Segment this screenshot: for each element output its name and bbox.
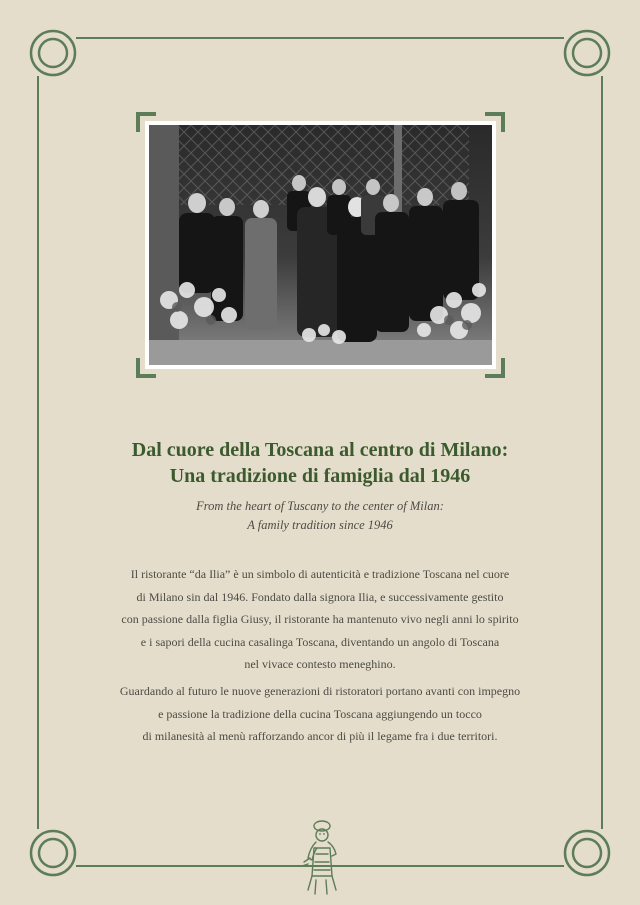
family-photo-icon [149, 125, 492, 365]
paragraph-line: di milanesità al menù rafforzando ancor di più il legame fra i due territori. [142, 729, 498, 743]
future-paragraph [80, 680, 560, 748]
english-subtitle [0, 497, 640, 535]
corner-ornament-icon [562, 28, 612, 78]
paragraph-line: Il ristorante “da Ilia” è un simbolo di autenticità e tradizione Toscana nel cuore [130, 567, 510, 581]
corner-ornament-icon [28, 28, 78, 78]
title-line: Dal cuore della Toscana al centro di Milano: [131, 439, 509, 461]
paragraph-line: di Milano sin dal 1946. Fondato dalla signora Ilia, e successivamente gestito [136, 589, 504, 604]
corner-ornament-icon [28, 828, 78, 878]
title-line: Una tradizione di famiglia dal 1946 [169, 465, 471, 487]
subtitle-line: A family tradition since 1946 [247, 518, 393, 532]
history-paragraph [80, 563, 560, 676]
chef-woman-logo-icon [298, 818, 342, 898]
paragraph-line: con passione dalla figlia Giusy, il ristorante ha mantenuto vivo negli anni lo spirito [121, 612, 519, 626]
subtitle-line: From the heart of Tuscany to the center of Milan: [196, 499, 444, 513]
paragraph-line: e i sapori della cucina casalinga Toscana, diventando un angolo di Toscana [140, 634, 500, 649]
historic-photo-frame [136, 112, 505, 378]
frame-top-line [76, 37, 564, 39]
paragraph-line: e passione la tradizione della cucina Toscana aggiungendo un tocco [158, 706, 482, 721]
page-title [0, 437, 640, 489]
paragraph-line: nel vivace contesto meneghino. [244, 657, 396, 671]
corner-ornament-icon [562, 828, 612, 878]
family-group-photo [145, 121, 496, 369]
paragraph-line: Guardando al futuro le nuove generazioni di ristoratori portano avanti con impegno [119, 684, 521, 698]
